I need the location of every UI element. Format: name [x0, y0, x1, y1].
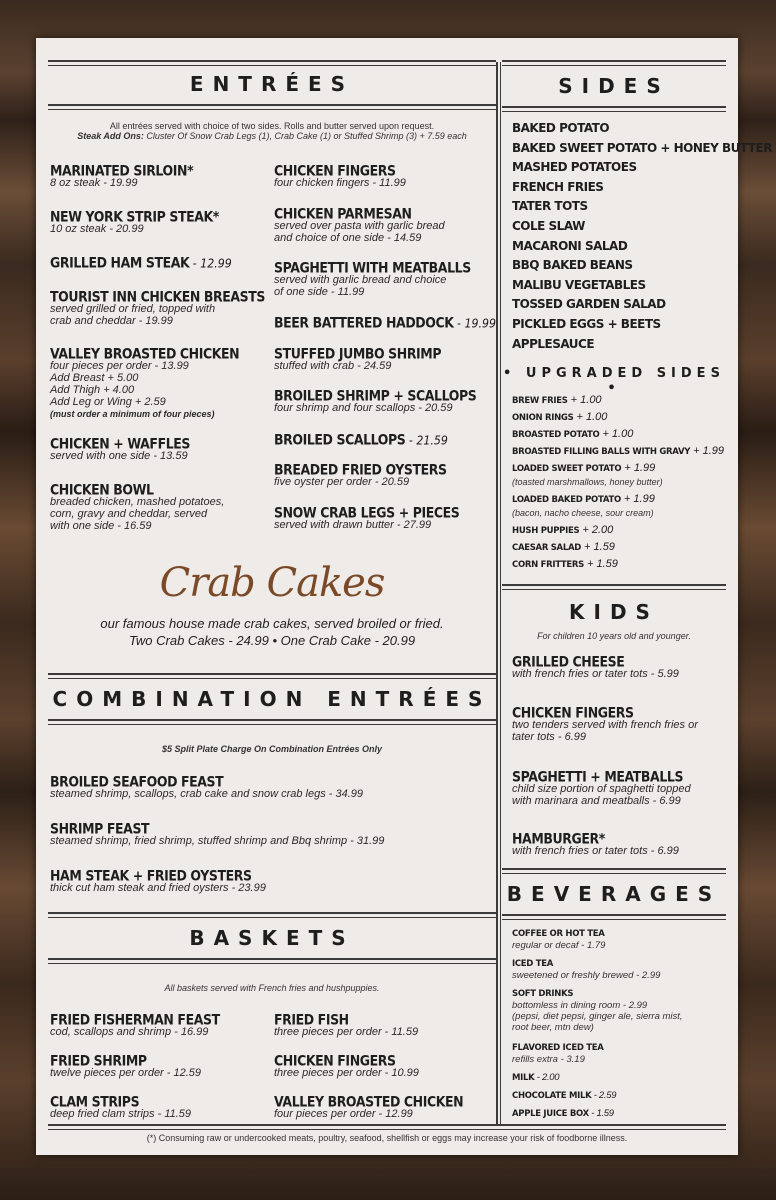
divider — [48, 60, 496, 66]
menu-item: FRIED SHRIMP twelve pieces per order - 12.59 — [50, 1052, 202, 1079]
column-divider — [496, 62, 501, 1126]
side-item: MALIBU VEGETABLES — [512, 277, 646, 292]
divider — [48, 912, 496, 918]
menu-item: TOURIST INN CHICKEN BREASTS served grilled or fried, topped with crab and cheddar - 19.99 — [50, 288, 265, 327]
beverage-item: ICED TEA sweetened or freshly brewed - 2.99 — [512, 959, 661, 981]
menu-item: SHRIMP FEAST steamed shrimp, fried shrimp, stuffed shrimp and Bbq shrimp - 31.99 — [50, 820, 385, 847]
upgraded-sides-title: • UPGRADED SIDES • — [503, 366, 725, 396]
combination-title: COMBINATION ENTRÉES — [52, 687, 492, 711]
side-item: APPLESAUCE — [512, 336, 595, 351]
menu-item: SPAGHETTI + MEATBALLS child size portion of spaghetti topped with marinara and meatballs - 6.99 — [512, 768, 691, 807]
menu-item: CHICKEN + WAFFLES served with one side - 13.59 — [50, 435, 191, 462]
divider — [502, 60, 726, 66]
footer-disclaimer: (*) Consuming raw or undercooked meats, poultry, seafood, shellfish or eggs may increase your risk of foodborne illness. — [146, 1133, 628, 1143]
menu-item: CHICKEN BOWL breaded chicken, mashed potatoes, corn, gravy and cheddar, served with one side - 16.59 — [50, 481, 225, 532]
menu-item: CHICKEN FINGERS four chicken fingers - 11.99 — [274, 162, 406, 189]
upgraded-item: CAESAR SALAD + 1.59 — [512, 541, 615, 553]
beverage-item: SOFT DRINKS bottomless in dining room - 2.99 (pepsi, diet pepsi, ginger ale, sierra mist, root beer, mtn dew) — [512, 989, 683, 1033]
divider — [502, 584, 726, 590]
kids-note: For children 10 years old and younger. — [537, 631, 691, 641]
side-item: FRENCH FRIES — [512, 179, 604, 194]
menu-item: BROILED SCALLOPS - 21.59 — [274, 431, 448, 448]
divider — [48, 1124, 726, 1130]
menu-item: VALLEY BROASTED CHICKEN four pieces per order - 13.99 Add Breast + 5.00 Add Thigh + 4.00 Add Leg or Wing + 2.59 (must order a minimum of four pieces) — [50, 345, 240, 419]
entrees-note: All entrées served with choice of two sides. Rolls and butter served upon request. — [109, 121, 435, 131]
menu-item: CHICKEN FINGERS three pieces per order - 10.99 — [274, 1052, 419, 1079]
upgraded-item: BREW FRIES + 1.00 — [512, 394, 602, 406]
menu-item: BROILED SHRIMP + SCALLOPS four shrimp and four scallops - 20.59 — [274, 387, 477, 414]
upgraded-item: HUSH PUPPIES + 2.00 — [512, 524, 614, 536]
menu-item: BEER BATTERED HADDOCK - 19.99 — [274, 314, 497, 331]
menu-item: HAM STEAK + FRIED OYSTERS thick cut ham steak and fried oysters - 23.99 — [50, 867, 266, 894]
upgraded-item-note: (bacon, nacho cheese, sour cream) — [512, 508, 654, 518]
sides-title: SIDES — [558, 74, 670, 98]
entrees-title: ENTRÉES — [189, 72, 355, 96]
upgraded-item: BROASTED FILLING BALLS WITH GRAVY + 1.99 — [512, 445, 725, 457]
divider — [502, 106, 726, 112]
divider — [48, 958, 496, 964]
upgraded-item: LOADED BAKED POTATO + 1.99 — [512, 493, 655, 505]
menu-item: GRILLED CHEESE with french fries or tater tots - 5.99 — [512, 653, 679, 680]
beverage-item: MILK - 2.00 — [512, 1072, 560, 1083]
menu-item: CLAM STRIPS deep fried clam strips - 11.59 — [50, 1093, 192, 1120]
divider — [502, 914, 726, 920]
divider — [48, 104, 496, 110]
menu-item: MARINATED SIRLOIN* 8 oz steak - 19.99 — [50, 162, 194, 189]
menu-item: FRIED FISH three pieces per order - 11.59 — [274, 1011, 419, 1038]
side-item: BAKED SWEET POTATO + HONEY BUTTER — [512, 140, 772, 155]
beverage-item: CHOCOLATE MILK - 2.59 — [512, 1090, 617, 1101]
combination-note: $5 Split Plate Charge On Combination Entrées Only — [161, 744, 383, 754]
crab-cakes-title: Crab Cakes — [159, 560, 385, 606]
side-item: MACARONI SALAD — [512, 238, 628, 253]
upgraded-item: LOADED SWEET POTATO + 1.99 — [512, 462, 656, 474]
menu-item: HAMBURGER* with french fries or tater tots - 6.99 — [512, 830, 679, 857]
upgraded-item: BROASTED POTATO + 1.00 — [512, 428, 634, 440]
side-item: BAKED POTATO — [512, 121, 610, 135]
menu-item: GRILLED HAM STEAK - 12.99 — [50, 254, 232, 271]
menu-item: VALLEY BROASTED CHICKEN four pieces per order - 12.99 — [274, 1093, 464, 1120]
side-item: BBQ BAKED BEANS — [512, 258, 633, 273]
side-item: TOSSED GARDEN SALAD — [512, 297, 666, 312]
menu-item: SPAGHETTI WITH MEATBALLS served with garlic bread and choice of one side - 11.99 — [274, 259, 471, 298]
menu-item: BREADED FRIED OYSTERS five oyster per order - 20.59 — [274, 461, 447, 488]
beverages-title: BEVERAGES — [506, 882, 722, 906]
menu-item: CHICKEN FINGERS two tenders served with french fries or tater tots - 6.99 — [512, 704, 698, 743]
divider — [48, 719, 496, 725]
beverage-item: FLAVORED ICED TEA refills extra - 3.19 — [512, 1043, 604, 1065]
menu-item: SNOW CRAB LEGS + PIECES served with drawn butter - 27.99 — [274, 504, 460, 531]
upgraded-item-note: (toasted marshmallows, honey butter) — [512, 477, 663, 487]
crab-cakes-desc: our famous house made crab cakes, served broiled or fried. — [100, 616, 444, 631]
menu-item: STUFFED JUMBO SHRIMP stuffed with crab - 24.59 — [274, 345, 442, 372]
beverage-item: COFFEE OR HOT TEA regular or decaf - 1.79 — [512, 929, 606, 951]
kids-title: KIDS — [569, 600, 659, 624]
crab-cakes-prices: Two Crab Cakes - 24.99 • One Crab Cake - 20.99 — [128, 633, 416, 648]
menu-item: FRIED FISHERMAN FEAST cod, scallops and shrimp - 16.99 — [50, 1011, 220, 1038]
upgraded-item: CORN FRITTERS + 1.59 — [512, 558, 618, 570]
side-item: MASHED POTATOES — [512, 160, 637, 175]
menu-item: CHICKEN PARMESAN served over pasta with garlic bread and choice of one side - 14.59 — [274, 205, 445, 244]
beverage-item: APPLE JUICE BOX - 1.59 — [512, 1108, 614, 1119]
side-item: PICKLED EGGS + BEETS — [512, 317, 661, 331]
upgraded-item: ONION RINGS + 1.00 — [512, 411, 608, 423]
menu-item: BROILED SEAFOOD FEAST steamed shrimp, scallops, crab cake and snow crab legs - 34.99 — [50, 773, 364, 800]
steak-addons: Steak Add Ons: Cluster Of Snow Crab Legs (1), Crab Cake (1) or Stuffed Shrimp (3) + 7.59 each — [77, 131, 467, 141]
menu-item: NEW YORK STRIP STEAK* 10 oz steak - 20.99 — [50, 208, 219, 235]
baskets-title: BASKETS — [189, 926, 355, 950]
divider — [502, 868, 726, 874]
side-item: COLE SLAW — [512, 219, 585, 233]
divider — [48, 673, 496, 679]
baskets-note: All baskets served with French fries and hushpuppies. — [164, 983, 380, 993]
side-item: TATER TOTS — [512, 199, 588, 214]
